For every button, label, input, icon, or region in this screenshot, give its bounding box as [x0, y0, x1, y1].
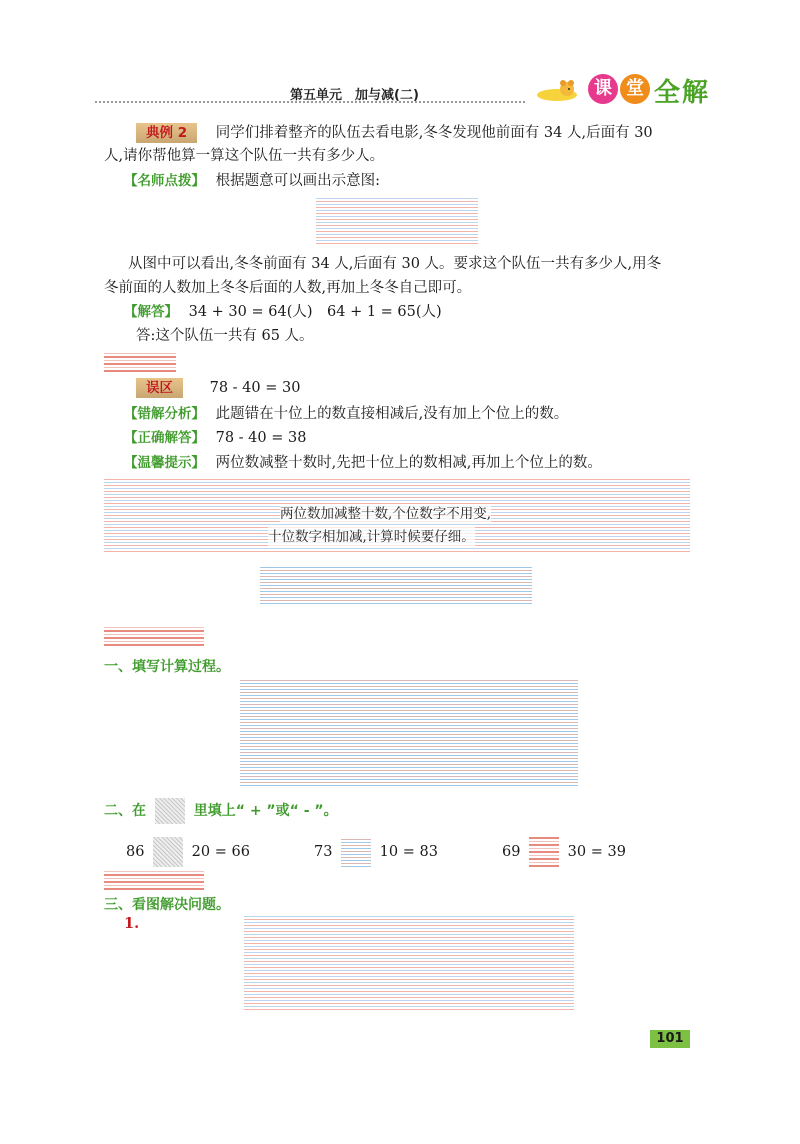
analysis-line1: 从图中可以看出,冬冬前面有 34 人,后面有 30 人。要求这个队伍一共有多少人,用冬: [128, 256, 662, 272]
error-analysis-row: [124, 404, 568, 424]
answer-label: 【解答】: [124, 304, 178, 320]
logo-quanjie: 全解: [654, 78, 711, 108]
exercise-banner: [104, 626, 204, 646]
q3-picture: [244, 914, 574, 1010]
hint-label: 【名师点拨】: [124, 173, 205, 189]
q2-item-2: [314, 837, 438, 867]
summary-line2: 十位数字相加减,计算时候要仔细。: [268, 529, 475, 545]
answer-box-1[interactable]: [153, 837, 183, 867]
correct-text: 78 - 40 = 38: [215, 430, 307, 446]
q2-title-row: [104, 798, 338, 824]
conclusion: 答:这个队伍一共有 65 人。: [136, 328, 314, 344]
blank-box-icon: [155, 798, 185, 824]
bear-mascot-icon: [533, 80, 581, 102]
correct-label: 【正确解答】: [124, 430, 205, 446]
q2-title-pre: 二、在: [104, 803, 146, 819]
hint-text: 根据题意可以画出示意图:: [215, 173, 380, 189]
unit-title: 第五单元 加与减(二): [290, 88, 419, 103]
q2-item-1: [126, 837, 250, 867]
mistake-banner: [104, 352, 176, 372]
q3-banner: [104, 870, 204, 890]
q2-item-2-left: 73: [314, 844, 333, 860]
example-problem-line2: 人,请你帮他算一算这个队伍一共有多少人。: [104, 148, 385, 164]
hint-row: [124, 171, 380, 191]
example-line1: [136, 123, 653, 143]
q2-item-1-right: 20 = 66: [191, 844, 250, 860]
practice-banner: [260, 566, 532, 604]
q3-title: 三、看图解决问题。: [104, 897, 230, 913]
error-analysis-label: 【错解分析】: [124, 406, 205, 422]
example-problem-line1: 同学们排着整齐的队伍去看电影,冬冬发现他前面有 34 人,后面有 30: [215, 125, 653, 141]
q1-diagram: [240, 680, 578, 786]
tip-row: [124, 453, 602, 473]
schematic-diagram: [316, 196, 478, 244]
tip-text: 两位数减整十数时,先把十位上的数相减,再加上个位上的数。: [215, 455, 602, 471]
summary-line1: 两位数加减整十数,个位数字不用变,: [280, 506, 492, 522]
wrong-equation: 78 - 40 = 30: [209, 380, 301, 396]
q2-item-3-right: 30 = 39: [567, 844, 626, 860]
correct-row: [124, 428, 306, 448]
q2-item-3-left: 69: [502, 844, 521, 860]
tip-label: 【温馨提示】: [124, 455, 205, 471]
q1-title: 一、填写计算过程。: [104, 659, 230, 675]
q2-title-post: 里填上“ + ”或“ - ”。: [193, 803, 338, 819]
answer-box-2[interactable]: [341, 837, 371, 867]
mistake-tag: 误区: [136, 378, 183, 398]
mistake-row: [136, 378, 300, 398]
q2-item-3: [502, 837, 626, 867]
header-divider: [95, 101, 525, 103]
answer-box-3[interactable]: [529, 837, 559, 867]
answer-text: 34 + 30 = 64(人) 64 + 1 = 65(人): [188, 304, 442, 320]
logo-ke: 课: [588, 74, 618, 104]
answer-row: [124, 302, 442, 322]
logo-tang: 堂: [620, 74, 650, 104]
example-tag: 典例 2: [136, 123, 197, 143]
page-number: 101: [650, 1030, 690, 1048]
error-analysis-text: 此题错在十位上的数直接相减后,没有加上个位上的数。: [215, 406, 569, 422]
q3-item-1-label: 1.: [124, 915, 140, 932]
q2-item-2-right: 10 = 83: [379, 844, 438, 860]
q2-item-1-left: 86: [126, 844, 145, 860]
analysis-line2: 冬前面的人数加上冬冬后面的人数,再加上冬冬自己即可。: [104, 280, 472, 296]
